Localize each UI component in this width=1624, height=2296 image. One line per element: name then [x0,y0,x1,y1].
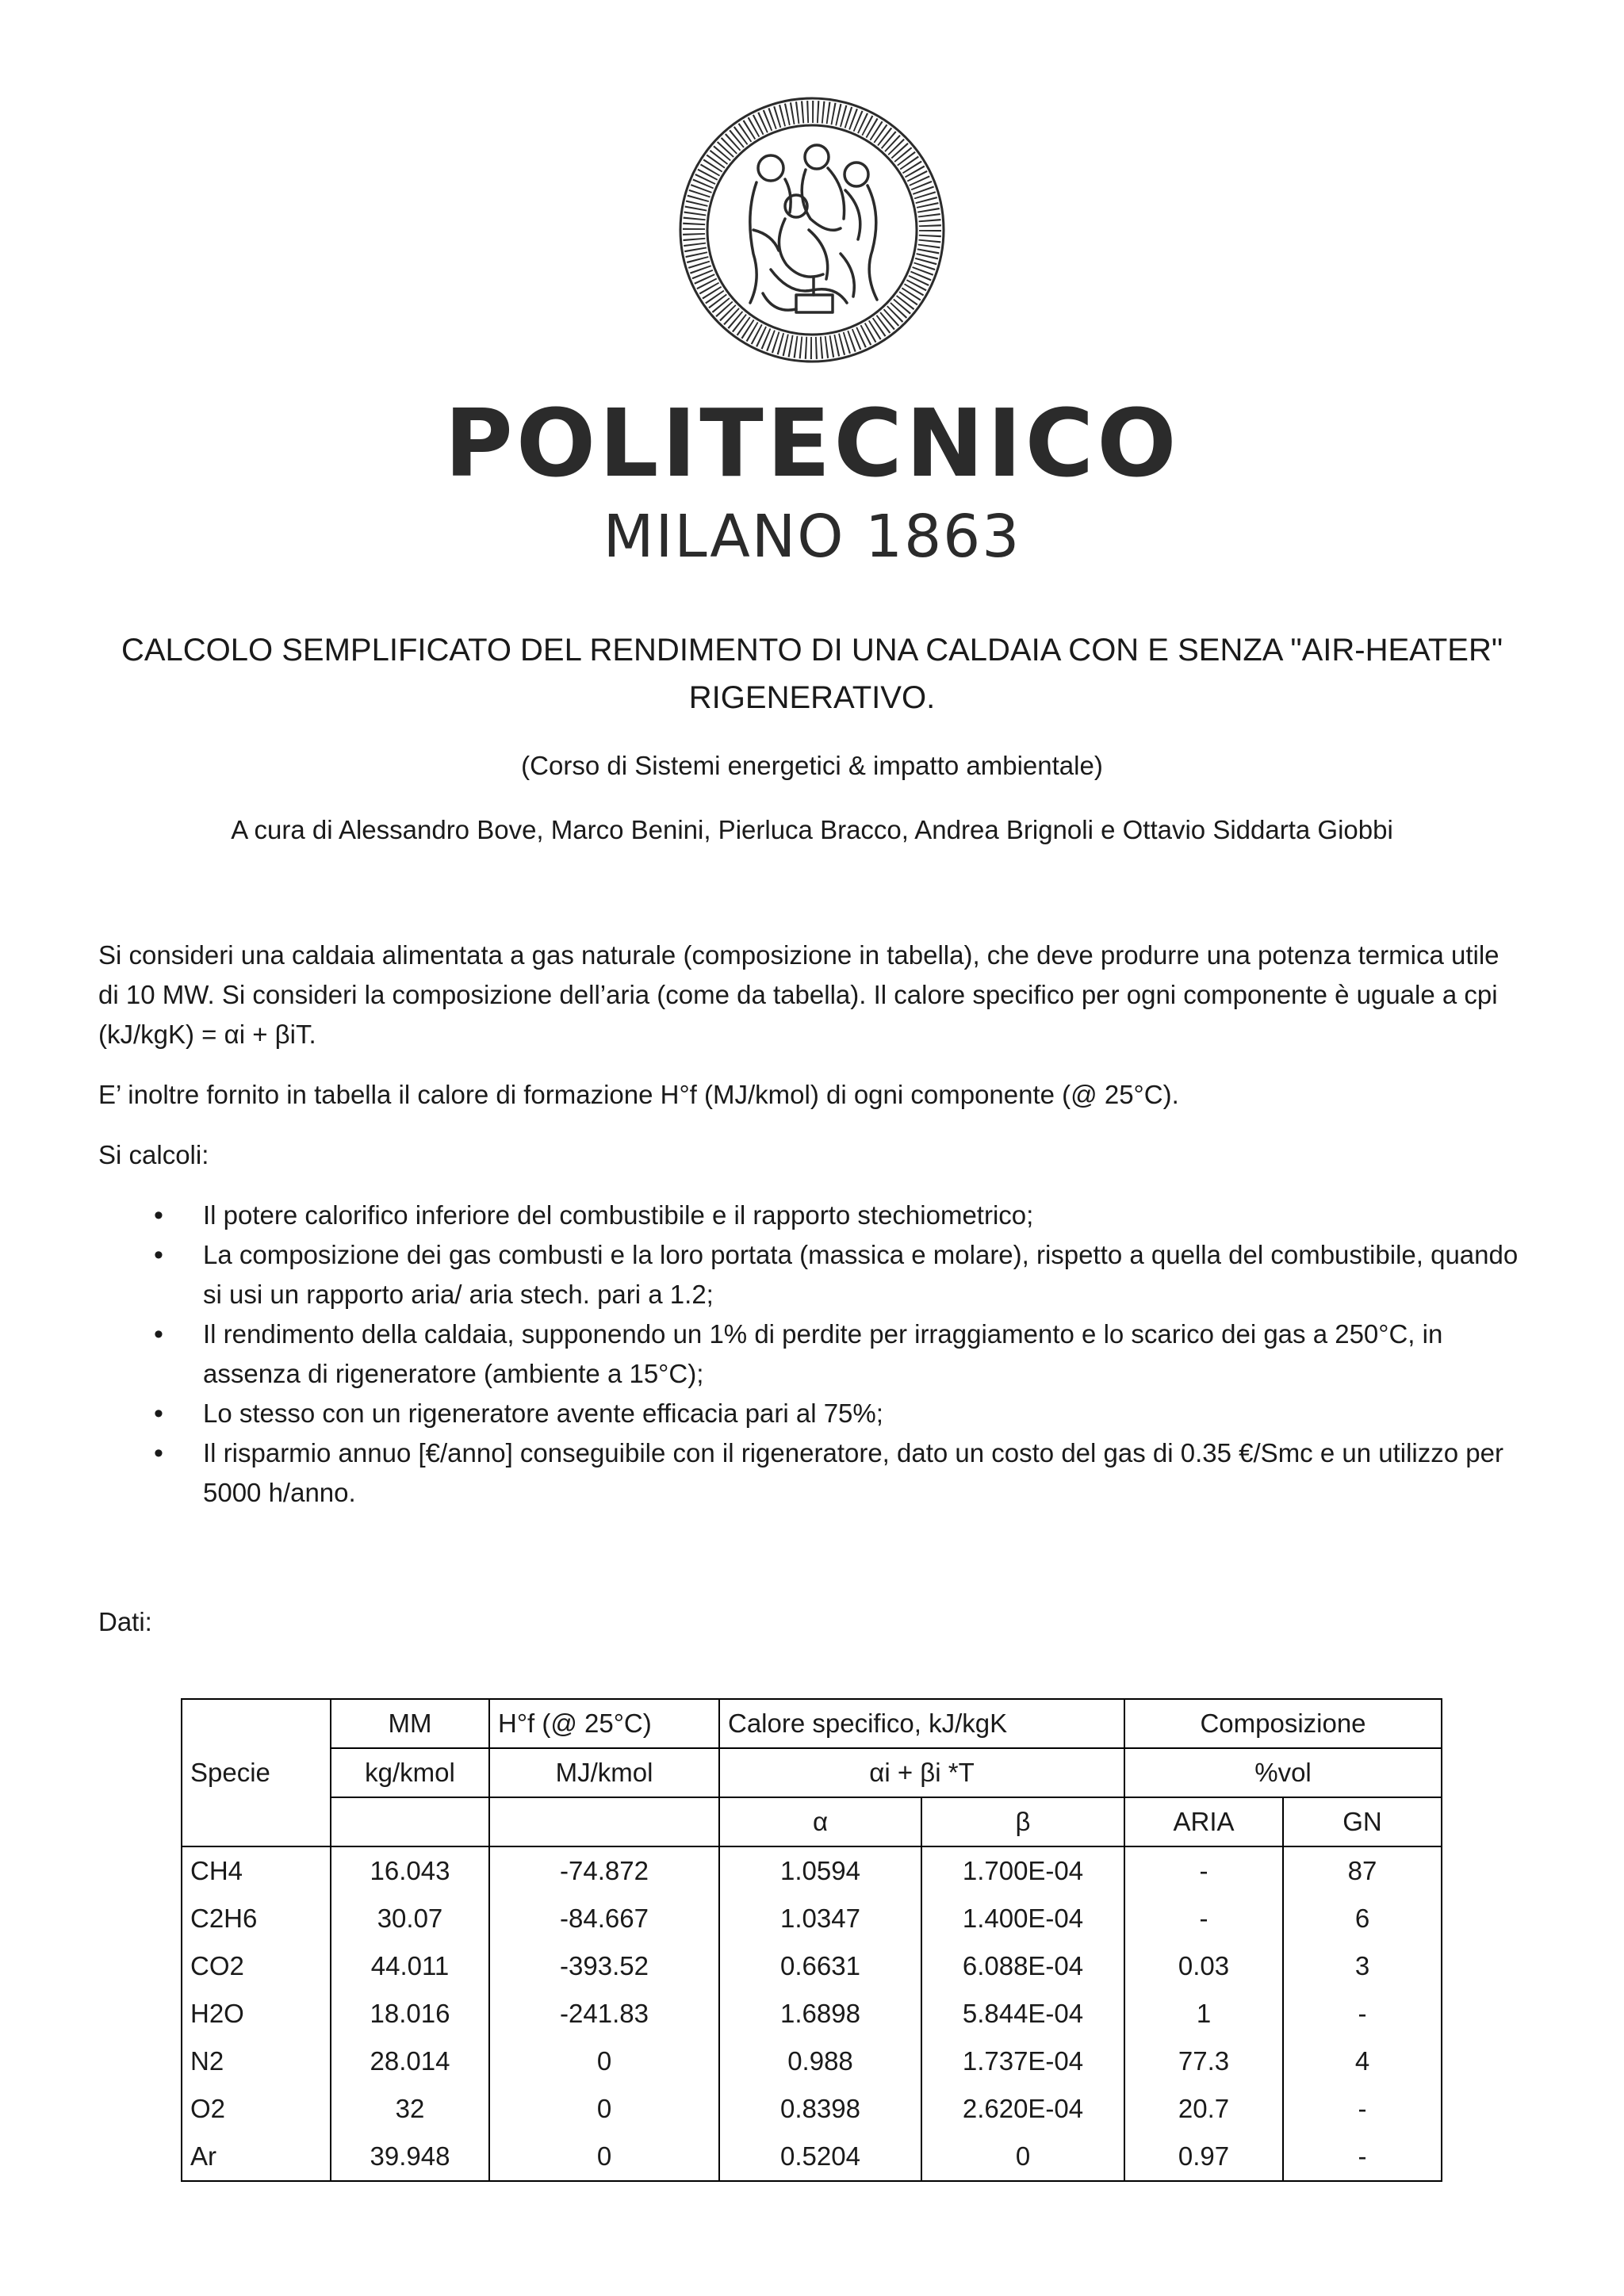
cp-formula: αi + βi *T [719,1748,1124,1797]
beta-cell: 2.620E-04 [921,2085,1124,2133]
alpha-cell: 0.8398 [719,2085,921,2133]
composition-unit: %vol [1124,1748,1442,1797]
problem-statement [98,936,1526,1513]
data-label: Dati: [98,1607,152,1636]
task-item: • Lo stesso con un rigeneratore avente efficacia pari al 75%; [203,1394,1526,1433]
logo-subtitle: MILANO 1863 [603,503,1021,571]
beta-cell: 5.844E-04 [921,1990,1124,2038]
seal-icon [677,95,947,365]
air-header: ARIA [1124,1797,1283,1846]
table-row [182,2038,1442,2085]
mm-unit: kg/kmol [331,1748,489,1797]
beta-header: β [921,1797,1124,1846]
hf-cell: 0 [489,2038,719,2085]
alpha-cell: 1.6898 [719,1990,921,2038]
species-cell: O2 [182,2085,331,2133]
alpha-header: α [719,1797,921,1846]
alpha-cell: 0.6631 [719,1942,921,1990]
alpha-cell: 0.5204 [719,2133,921,2181]
gn-cell: 87 [1283,1846,1442,1895]
air-cell: - [1124,1846,1283,1895]
hf-cell: -241.83 [489,1990,719,2038]
gn-cell: - [1283,1990,1442,2038]
gn-header: GN [1283,1797,1442,1846]
species-cell: N2 [182,2038,331,2085]
composition-header: Composizione [1124,1699,1442,1748]
alpha-cell: 0.988 [719,2038,921,2085]
table-row [182,1990,1442,2038]
beta-cell: 0 [921,2133,1124,2181]
hf-cell: -393.52 [489,1942,719,1990]
air-cell: 20.7 [1124,2085,1283,2133]
mm-cell: 32 [331,2085,489,2133]
mm-cell: 44.011 [331,1942,489,1990]
authors-line: A cura di Alessandro Bove, Marco Benini, Pierluca Bracco, Andrea Brignoli e Ottavio Siddarta Giobbi [231,815,1393,844]
table-row [182,2085,1442,2133]
course-name: (Corso di Sistemi energetici & impatto ambientale) [521,751,1103,780]
mm-cell: 39.948 [331,2133,489,2181]
air-cell: 1 [1124,1990,1283,2038]
hf-header: H°f (@ 25°C) [489,1699,719,1748]
species-header: Specie [182,1748,331,1797]
hf-cell: -84.667 [489,1895,719,1942]
paragraph-intro: Si consideri una caldaia alimentata a gas naturale (composizione in tabella), che deve produrre una potenza termica utile di 10 MW. Si consideri la composizione dell’aria (come da tabella). Il calore specifico per ogni componente è uguale a cpi (kJ/kgK) = αi + βiT. [98,940,1500,1049]
hf-cell: -74.872 [489,1846,719,1895]
species-cell: H2O [182,1990,331,2038]
gn-cell: 3 [1283,1942,1442,1990]
university-logo [0,95,1624,571]
alpha-cell: 1.0347 [719,1895,921,1942]
mm-cell: 18.016 [331,1990,489,2038]
logo-name: POLITECNICO [444,388,1180,498]
beta-cell: 1.737E-04 [921,2038,1124,2085]
task-list [98,1196,1526,1513]
species-cell: CH4 [182,1846,331,1895]
mm-cell: 30.07 [331,1895,489,1942]
table-row [182,1846,1442,1895]
task-item: • Il potere calorifico inferiore del combustibile e il rapporto stechiometrico; [203,1196,1526,1235]
hf-unit: MJ/kmol [489,1748,719,1797]
air-cell: - [1124,1895,1283,1942]
air-cell: 77.3 [1124,2038,1283,2085]
gn-cell: - [1283,2085,1442,2133]
document-title: CALCOLO SEMPLIFICATO DEL RENDIMENTO DI UNA CALDAIA CON E SENZA "AIR-HEATER" RIGENERATIVO. [121,633,1503,715]
beta-cell: 6.088E-04 [921,1942,1124,1990]
species-cell: CO2 [182,1942,331,1990]
gn-cell: - [1283,2133,1442,2181]
paragraph-calculate: Si calcoli: [98,1140,209,1169]
species-cell: C2H6 [182,1895,331,1942]
hf-cell: 0 [489,2085,719,2133]
cp-header: Calore specifico, kJ/kgK [719,1699,1124,1748]
species-cell: Ar [182,2133,331,2181]
table-row [182,1895,1442,1942]
gn-cell: 4 [1283,2038,1442,2085]
air-cell: 0.97 [1124,2133,1283,2181]
paragraph-formation-heat: E’ inoltre fornito in tabella il calore di formazione H°f (MJ/kmol) di ogni componente (@ 25°C). [98,1080,1179,1109]
mm-cell: 16.043 [331,1846,489,1895]
task-item: • La composizione dei gas combusti e la loro portata (massica e molare), rispetto a quella del combustibile, quando si usi un rapporto aria/ aria stech. pari a 1.2; [203,1235,1526,1314]
air-cell: 0.03 [1124,1942,1283,1990]
species-data-table [181,1698,1442,2182]
hf-cell: 0 [489,2133,719,2181]
table-row [182,2133,1442,2181]
table-row [182,1942,1442,1990]
gn-cell: 6 [1283,1895,1442,1942]
task-item: • Il risparmio annuo [€/anno] conseguibile con il rigeneratore, dato un costo del gas di 0.35 €/Smc e un utilizzo per 5000 h/anno. [203,1433,1526,1513]
mm-cell: 28.014 [331,2038,489,2085]
task-item: • Il rendimento della caldaia, supponendo un 1% di perdite per irraggiamento e lo scarico dei gas a 250°C, in assenza di rigeneratore (ambiente a 15°C); [203,1314,1526,1394]
beta-cell: 1.400E-04 [921,1895,1124,1942]
mm-header: MM [331,1699,489,1748]
alpha-cell: 1.0594 [719,1846,921,1895]
beta-cell: 1.700E-04 [921,1846,1124,1895]
species-header-top [182,1699,331,1748]
